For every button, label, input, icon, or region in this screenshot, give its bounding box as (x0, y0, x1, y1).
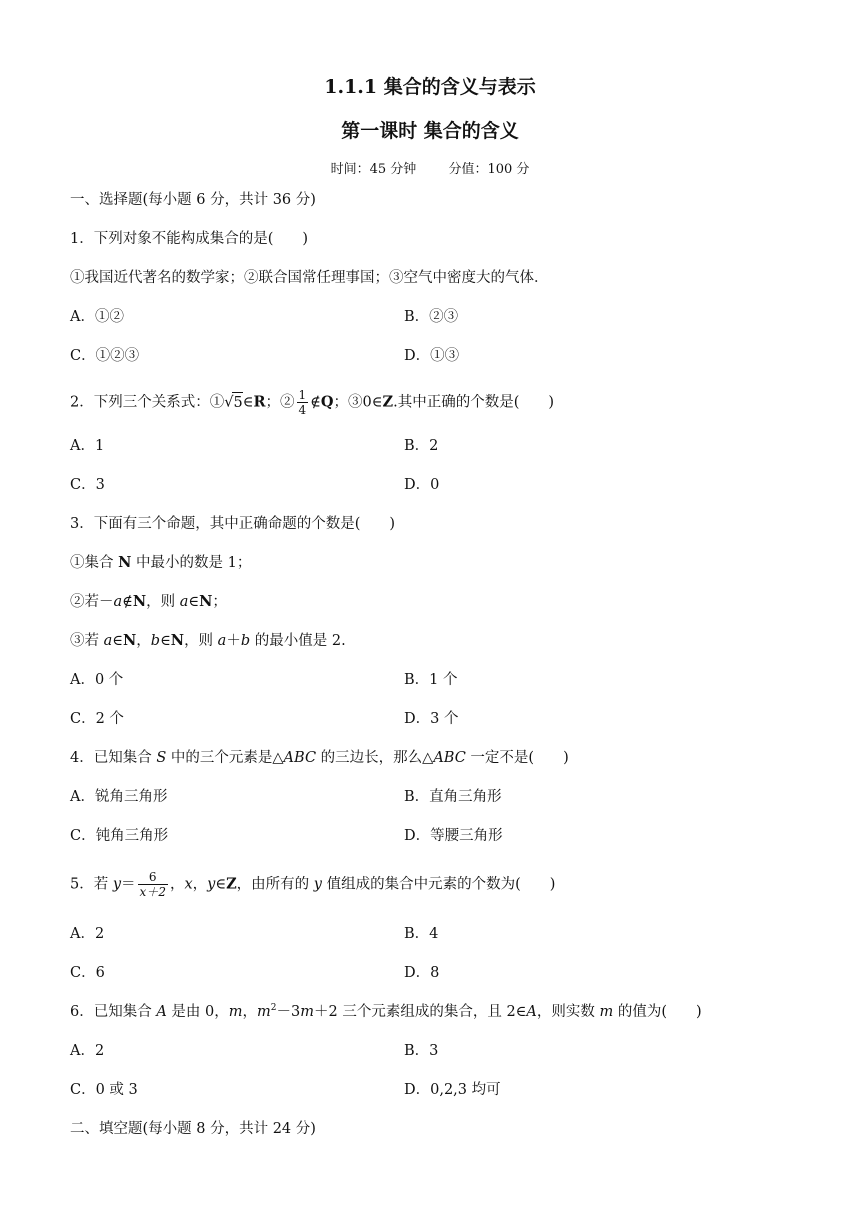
question-4-option-c: C．钝角三角形 (70, 828, 169, 844)
question-6-option-a: A．2 (70, 1043, 105, 1059)
question-4-option-b: B．直角三角形 (404, 789, 502, 805)
page-subtitle: 第一课时 集合的含义 (341, 120, 519, 142)
question-1-stem: 1．下列对象不能构成集合的是( ) (70, 231, 309, 247)
question-6-option-d: D．0,2,3 均可 (404, 1082, 501, 1098)
question-4-stem: 4．已知集合 S 中的三个元素是△ABC 的三边长，那么△ABC 一定不是( ) (70, 750, 569, 766)
sqrt-argument: 5 (232, 392, 242, 413)
question-1-option-b: B．②③ (404, 309, 459, 325)
question-2-option-c: C．3 (70, 477, 105, 493)
question-5-option-b: B．4 (404, 926, 439, 942)
question-5-option-c: C．6 (70, 965, 105, 981)
question-3-stem: 3．下面有三个命题，其中正确命题的个数是( ) (70, 516, 396, 532)
question-1-option-c: C．①②③ (70, 348, 140, 364)
question-5-stem: 5．若 y＝ $\frac{6}{x+2}$ ，x，y∈Z，由所有的 y 值组成的集合中元素的个数为( ) (70, 870, 556, 899)
fraction-six-over-x-plus-2: $\frac{6}{x+2}$ (139, 870, 166, 899)
question-3-statement-1: ①集合 N 中最小的数是 1； (70, 554, 252, 571)
section-heading-choice: 一、选择题(每小题 6 分，共计 36 分) (70, 192, 316, 208)
question-3-statement-2: ②若－a∉N，则 a∈N； (70, 593, 227, 610)
total-score: 分值：100 分 (448, 162, 530, 177)
question-1-option-a: A．①② (70, 309, 124, 325)
question-5-option-a: A．2 (70, 926, 105, 942)
question-2-stem: 2．下列三个关系式：①√5∈R；② $\frac{1}{4}$ ∉Q；③0∈Z.其中正确的个数是( ) (70, 388, 555, 417)
section-heading-fill-in: 二、填空题(每小题 8 分，共计 24 分) (70, 1121, 316, 1137)
question-6-option-c: C．0 或 3 (70, 1082, 138, 1098)
question-3-option-d: D．3 个 (404, 711, 459, 727)
page-title: 1.1.1 集合的含义与表示 (324, 76, 536, 98)
question-1-items: ①我国近代著名的数学家；②联合国常任理事国；③空气中密度大的气体． (70, 270, 549, 286)
question-1-option-d: D．①③ (404, 348, 460, 364)
question-4-option-a: A．锐角三角形 (70, 789, 168, 805)
question-2-option-b: B．2 (404, 438, 439, 454)
exam-meta (0, 158, 860, 177)
question-3-option-a: A．0 个 (70, 672, 124, 688)
question-3-option-b: B．1 个 (404, 672, 458, 688)
time-limit: 时间：45 分钟 (330, 162, 417, 177)
question-5-option-d: D．8 (404, 965, 440, 981)
question-2-option-d: D．0 (404, 477, 440, 493)
question-4-option-d: D．等腰三角形 (404, 828, 503, 844)
fraction-one-quarter: $\frac{1}{4}$ (298, 388, 307, 417)
question-2-option-a: A．1 (70, 438, 105, 454)
question-6-stem: 6．已知集合 A 是由 0，m，$m^2-3m+2$ 三个元素组成的集合，且 2∈A，则实数 m 的值为( ) (70, 1003, 702, 1020)
question-3-statement-3: ③若 a∈N，b∈N，则 a＋b 的最小值是 2. (70, 632, 346, 649)
question-6-option-b: B．3 (404, 1043, 439, 1059)
question-3-option-c: C．2 个 (70, 711, 124, 727)
